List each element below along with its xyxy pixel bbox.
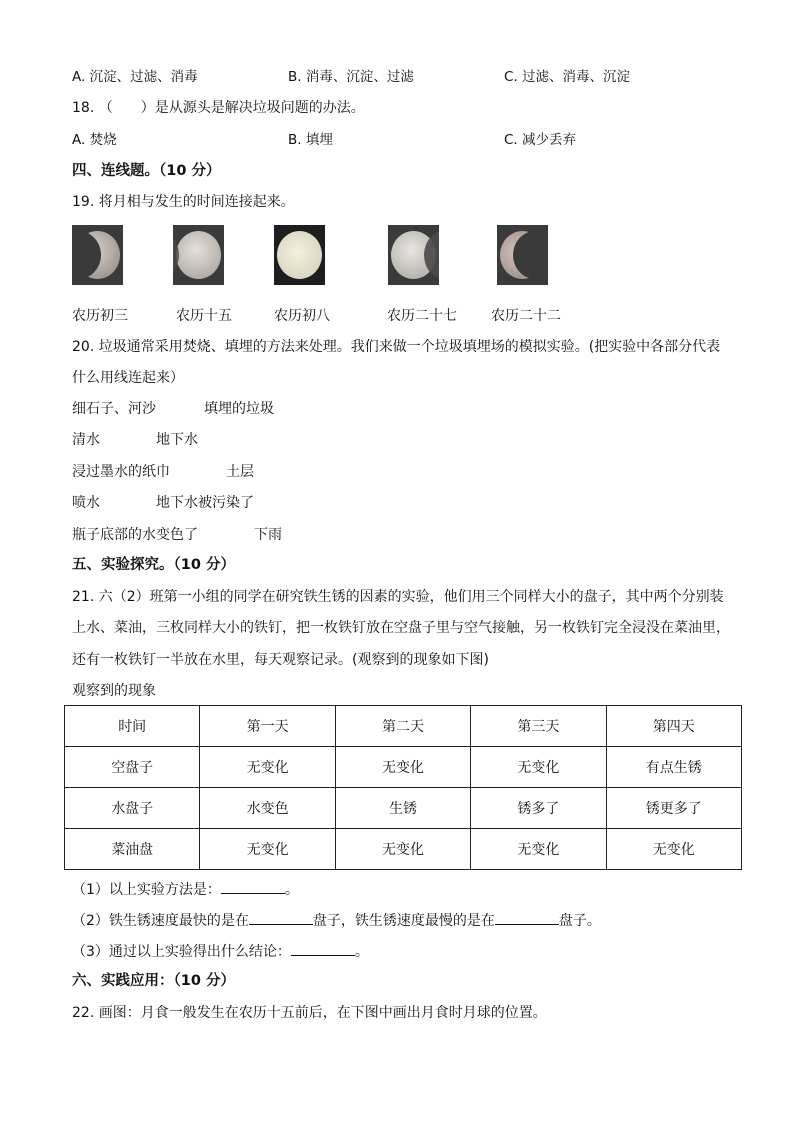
- table-row: [65, 747, 742, 788]
- pair-right: 土层: [226, 464, 254, 480]
- pair-left: 细石子、河沙: [72, 401, 156, 417]
- table-cell: 无变化: [335, 829, 470, 870]
- q21-sub3-prefix: （3）通过以上实验得出什么结论：: [72, 944, 291, 960]
- q17-option-a: A. 沉淀、过滤、消毒: [72, 69, 198, 85]
- q21-sub1-suffix: 。: [284, 882, 299, 898]
- moon-phase-waxing-gibbous-image: [173, 225, 224, 285]
- q18-stem: 18. （ ）是从源头是解决垃圾问题的办法。: [72, 100, 365, 116]
- date-label: 农历初三: [72, 308, 128, 324]
- pair-right: 地下水: [156, 432, 198, 448]
- pair-left: 清水: [72, 432, 100, 448]
- q18-option-c: C. 减少丢弃: [504, 132, 577, 148]
- table-header-cell: 第四天: [606, 706, 741, 747]
- q21-sub2-prefix: （2）铁生锈速度最快的是在: [72, 913, 249, 929]
- table-cell: 无变化: [200, 829, 335, 870]
- date-label: 农历初八: [274, 308, 330, 324]
- q18-option-b: B. 填埋: [288, 132, 333, 148]
- table-cell: 水变色: [200, 788, 335, 829]
- pair-right: 地下水被污染了: [156, 495, 254, 511]
- q21-sub2: [72, 910, 601, 930]
- q21-sub3-suffix: 。: [354, 944, 369, 960]
- q21-sub2-suffix: 盘子。: [558, 913, 601, 929]
- moon-phase-full-moon-image: [274, 225, 325, 285]
- q21-line3: 还有一枚铁钉一半放在水里，每天观察记录。(观察到的现象如下图): [72, 652, 489, 668]
- q17-option-b: B. 消毒、沉淀、过滤: [288, 69, 414, 85]
- moon-phase-waning-crescent-image: [497, 225, 548, 285]
- moon-phase-waxing-crescent-image: [72, 225, 123, 285]
- table-header-cell: 第一天: [200, 706, 335, 747]
- section-4-title: 四、连线题。（10 分）: [72, 163, 221, 179]
- q22-stem: 22. 画图：月食一般发生在农历十五前后，在下图中画出月食时月球的位置。: [72, 1005, 547, 1021]
- q21-sub1-prefix: （1）以上实验方法是：: [72, 882, 221, 898]
- q21-line1: 21. 六（2）班第一小组的同学在研究铁生锈的因素的实验，他们用三个同样大小的盘子，其中两个分别装: [72, 589, 724, 605]
- q21-sub2-mid: 盘子，铁生锈速度最慢的是在: [312, 913, 495, 929]
- pair-left: 浸过墨水的纸巾: [72, 464, 170, 480]
- table-header-cell: 时间: [65, 706, 200, 747]
- q18-option-a: A. 焚烧: [72, 132, 117, 148]
- q21-sub1: [72, 879, 299, 899]
- moon-phase-waning-gibbous-image: [388, 225, 439, 285]
- answer-blank[interactable]: [291, 941, 355, 956]
- section-6-title: 六、实践应用：（10 分）: [72, 973, 235, 989]
- table-row: [65, 788, 742, 829]
- answer-blank[interactable]: [221, 879, 285, 894]
- q17-option-c: C. 过滤、消毒、沉淀: [504, 69, 631, 85]
- q21-sub3: [72, 941, 369, 961]
- q19-stem: 19. 将月相与发生的时间连接起来。: [72, 194, 295, 210]
- table-cell: 有点生锈: [606, 747, 741, 788]
- observation-table: [64, 705, 742, 870]
- date-label: 农历二十七: [387, 308, 457, 324]
- table-header-row: [65, 706, 742, 747]
- table-cell: 锈多了: [471, 788, 606, 829]
- table-cell: 水盘子: [65, 788, 200, 829]
- date-label: 农历二十二: [491, 308, 561, 324]
- q21-line2: 上水、菜油，三枚同样大小的铁钉，把一枚铁钉放在空盘子里与空气接触，另一枚铁钉完全浸没在菜油里，: [72, 620, 730, 636]
- section-5-title: 五、实验探究。（10 分）: [72, 557, 235, 573]
- table-cell: 无变化: [200, 747, 335, 788]
- answer-blank[interactable]: [249, 910, 313, 925]
- table-cell: 无变化: [335, 747, 470, 788]
- table-cell: 无变化: [606, 829, 741, 870]
- table-cell: 空盘子: [65, 747, 200, 788]
- date-label: 农历十五: [176, 308, 232, 324]
- table-header-cell: 第二天: [335, 706, 470, 747]
- pair-left: 瓶子底部的水变色了: [72, 527, 198, 543]
- pair-right: 填埋的垃圾: [204, 401, 274, 417]
- pair-left: 喷水: [72, 495, 100, 511]
- table-cell: 锈更多了: [606, 788, 741, 829]
- table-cell: 无变化: [471, 829, 606, 870]
- pair-right: 下雨: [254, 527, 282, 543]
- table-row: [65, 829, 742, 870]
- answer-blank[interactable]: [495, 910, 559, 925]
- table-cell: 无变化: [471, 747, 606, 788]
- table-cell: 生锈: [335, 788, 470, 829]
- table-header-cell: 第三天: [471, 706, 606, 747]
- table-cell: 菜油盘: [65, 829, 200, 870]
- q20-stem-line2: 什么用线连起来）: [72, 370, 184, 386]
- q20-stem-line1: 20. 垃圾通常采用焚烧、填埋的方法来处理。我们来做一个垃圾填埋场的模拟实验。(把实验中各部分代表: [72, 339, 721, 355]
- table-caption: 观察到的现象: [72, 683, 156, 699]
